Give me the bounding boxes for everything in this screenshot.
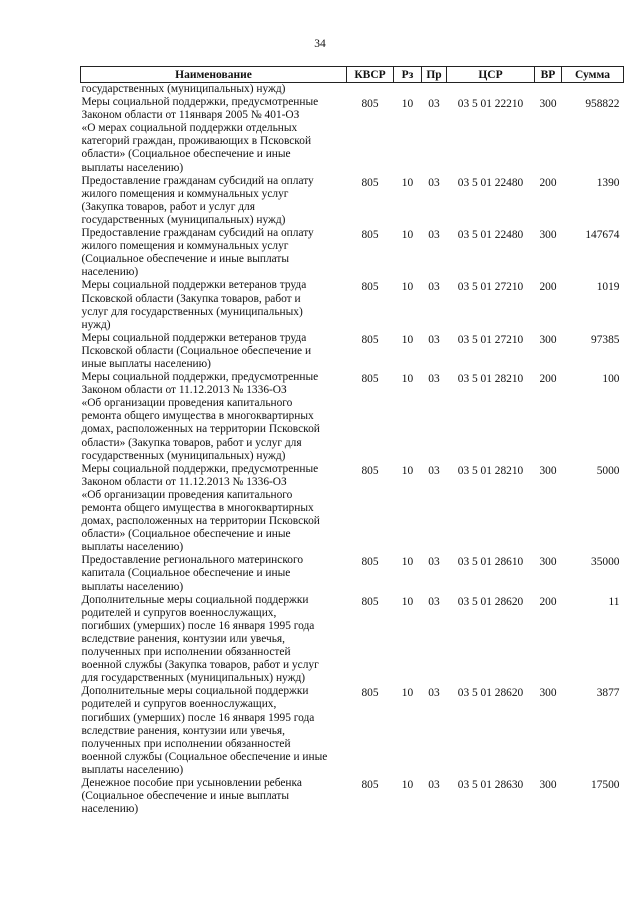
row-csr: 03 5 01 27210 xyxy=(457,281,524,294)
row-name-line: области» (Социальное обеспечение и иные xyxy=(81,148,291,161)
row-pr: 03 xyxy=(428,229,440,242)
row-name-line: Меры социальной поддержки, предусмотренные xyxy=(81,371,319,384)
row-pr: 03 xyxy=(428,778,440,791)
row-kvsr: 805 xyxy=(361,464,379,477)
row-sum: 17500 xyxy=(591,778,620,791)
row-vr: 300 xyxy=(539,464,557,477)
table-row xyxy=(81,371,624,463)
row-name-line: погибших (умерших) после 16 января 1995 года xyxy=(81,711,315,724)
row-name-line: области» (Социальное обеспечение и иные xyxy=(81,528,291,541)
row-name-line: Меры социальной поддержки, предусмотренные xyxy=(81,96,319,109)
row-name-line: Меры социальной поддержки ветеранов труда xyxy=(81,331,307,344)
row-csr: 03 5 01 28620 xyxy=(457,595,524,608)
row-rz: 10 xyxy=(401,333,414,346)
row-name-line: Дополнительные меры социальной поддержки xyxy=(81,685,309,698)
row-name-line: капитала (Социальное обеспечение и иные xyxy=(81,567,291,580)
row-name-line: для государственных (муниципальных) нужд) xyxy=(81,672,306,685)
row-name xyxy=(81,175,347,227)
row-name-line: категорий граждан, проживающих в Псковской xyxy=(81,135,312,148)
row-name-line: иные выплаты населению) xyxy=(81,357,211,370)
budget-table xyxy=(80,66,624,816)
table-row xyxy=(81,175,624,227)
row-name-line: Законом области от 11января 2005 № 401-ОЗ xyxy=(81,109,300,122)
row-sum: 147674 xyxy=(585,229,620,242)
table-header-row xyxy=(81,67,624,83)
row-name-line: Псковской области (Закупка товаров, работ и xyxy=(81,292,301,305)
row-kvsr: 805 xyxy=(361,98,379,111)
continuation-text: государственных (муниципальных) нужд) xyxy=(81,83,286,95)
row-pr: 03 xyxy=(428,373,440,386)
row-name-line: военной службы (Социальное обеспечение и иные xyxy=(81,750,328,763)
row-name xyxy=(81,279,347,331)
header-pr: Пр xyxy=(422,67,447,83)
header-sum: Сумма xyxy=(562,67,624,83)
row-kvsr: 805 xyxy=(361,687,379,700)
table-row xyxy=(81,332,624,371)
row-kvsr: 805 xyxy=(361,281,379,294)
row-name-line: жилого помещения и коммунальных услуг xyxy=(81,187,289,200)
row-kvsr: 805 xyxy=(361,176,379,189)
row-vr: 300 xyxy=(539,778,557,791)
row-rz: 10 xyxy=(401,778,414,791)
row-name-line: жилого помещения и коммунальных услуг xyxy=(81,240,289,253)
row-kvsr: 805 xyxy=(361,373,379,386)
table-row xyxy=(81,594,624,686)
row-sum: 3877 xyxy=(596,687,620,700)
row-pr: 03 xyxy=(428,98,440,111)
row-csr: 03 5 01 28620 xyxy=(457,687,524,700)
row-pr: 03 xyxy=(428,595,440,608)
row-name-line: вследствие ранения, контузии или увечья, xyxy=(81,724,286,737)
row-sum: 11 xyxy=(608,595,620,608)
row-rz: 10 xyxy=(401,98,414,111)
row-vr: 200 xyxy=(539,281,557,294)
row-name-line: полученных при исполнении обязанностей xyxy=(81,737,291,750)
row-vr: 200 xyxy=(539,176,557,189)
row-name-line: военной службы (Закупка товаров, работ и услуг xyxy=(81,659,319,672)
row-kvsr: 805 xyxy=(361,229,379,242)
row-name-line: полученных при исполнении обязанностей xyxy=(81,646,291,659)
row-name-line: населению) xyxy=(81,803,139,816)
row-vr: 200 xyxy=(539,595,557,608)
row-name-line: Законом области от 11.12.2013 № 1336-ОЗ xyxy=(81,384,287,397)
row-pr: 03 xyxy=(428,687,440,700)
row-name-line: населению) xyxy=(81,266,139,279)
table-row xyxy=(81,227,624,279)
row-name-line: услуг для государственных (муниципальных) xyxy=(81,305,303,318)
row-name xyxy=(81,371,347,463)
row-csr: 03 5 01 22480 xyxy=(457,176,524,189)
row-pr: 03 xyxy=(428,176,440,189)
row-name xyxy=(81,777,347,816)
row-name-line: выплаты населению) xyxy=(81,161,184,174)
row-sum: 100 xyxy=(602,373,620,386)
row-name-line: «Об организации проведения капитального xyxy=(81,488,293,501)
row-kvsr: 805 xyxy=(361,778,379,791)
row-rz: 10 xyxy=(401,229,414,242)
row-name-line: домах, расположенных на территории Псковской xyxy=(81,515,320,528)
header-name: Наименование xyxy=(81,67,347,83)
header-rz: Рз xyxy=(394,67,422,83)
row-pr: 03 xyxy=(428,556,440,569)
table-row xyxy=(81,554,624,593)
row-name-line: (Социальное обеспечение и иные выплаты xyxy=(81,790,290,803)
row-kvsr: 805 xyxy=(361,595,379,608)
row-name xyxy=(81,554,347,593)
row-rz: 10 xyxy=(401,556,414,569)
row-rz: 10 xyxy=(401,687,414,700)
table-row xyxy=(81,777,624,816)
row-pr: 03 xyxy=(428,333,440,346)
row-csr: 03 5 01 22480 xyxy=(457,229,524,242)
row-sum: 1019 xyxy=(596,281,620,294)
header-vr: ВР xyxy=(535,67,562,83)
row-vr: 300 xyxy=(539,333,557,346)
row-name-line: (Закупка товаров, работ и услуг для xyxy=(81,200,255,213)
table-body xyxy=(81,83,624,817)
row-name-line: «Об организации проведения капитального xyxy=(81,397,293,410)
row-sum: 958822 xyxy=(585,98,620,111)
row-name-line: Законом области от 11.12.2013 № 1336-ОЗ xyxy=(81,475,287,488)
row-name-line: домах, расположенных на территории Псковской xyxy=(81,423,320,436)
row-name xyxy=(81,227,347,279)
row-vr: 200 xyxy=(539,373,557,386)
row-sum: 5000 xyxy=(596,464,620,477)
header-kvsr: КВСР xyxy=(347,67,394,83)
row-name xyxy=(81,332,347,371)
row-kvsr: 805 xyxy=(361,556,379,569)
row-name-line: выплаты населению) xyxy=(81,763,184,776)
row-name-line: Денежное пособие при усыновлении ребенка xyxy=(81,776,302,789)
row-name-line: родителей и супругов военнослужащих, xyxy=(81,698,277,711)
row-pr: 03 xyxy=(428,464,440,477)
row-csr: 03 5 01 28610 xyxy=(457,556,524,569)
row-rz: 10 xyxy=(401,176,414,189)
row-name-line: Дополнительные меры социальной поддержки xyxy=(81,593,309,606)
row-name-line: вследствие ранения, контузии или увечья, xyxy=(81,632,286,645)
row-name-line: области» (Закупка товаров, работ и услуг для xyxy=(81,436,302,449)
row-csr: 03 5 01 27210 xyxy=(457,333,524,346)
row-name-line: государственных (муниципальных) нужд) xyxy=(81,213,286,226)
row-rz: 10 xyxy=(401,373,414,386)
row-name-line: государственных (муниципальных) нужд) xyxy=(81,449,286,462)
table-row xyxy=(81,463,624,555)
row-name xyxy=(81,463,347,555)
continuation-row xyxy=(81,83,624,97)
row-name xyxy=(81,594,347,686)
header-csr: ЦСР xyxy=(447,67,535,83)
row-csr: 03 5 01 28210 xyxy=(457,464,524,477)
row-name xyxy=(81,96,347,175)
row-rz: 10 xyxy=(401,281,414,294)
row-rz: 10 xyxy=(401,595,414,608)
page-number: 34 xyxy=(314,38,326,50)
table-row xyxy=(81,685,624,777)
row-sum: 97385 xyxy=(591,333,620,346)
row-name-line: (Социальное обеспечение и иные выплаты xyxy=(81,253,290,266)
row-vr: 300 xyxy=(539,229,557,242)
row-sum: 35000 xyxy=(591,556,620,569)
row-name-line: Предоставление гражданам субсидий на оплату xyxy=(81,227,314,240)
row-csr: 03 5 01 28210 xyxy=(457,373,524,386)
row-name-line: ремонта общего имущества в многоквартирных xyxy=(81,502,314,514)
row-csr: 03 5 01 22210 xyxy=(457,98,524,111)
row-name-line: Псковской области (Социальное обеспечение и xyxy=(81,344,312,357)
row-name-line: выплаты населению) xyxy=(81,580,184,593)
row-name-line: родителей и супругов военнослужащих, xyxy=(81,606,277,619)
table-row xyxy=(81,279,624,331)
row-sum: 1390 xyxy=(596,176,620,189)
row-name-line: выплаты населению) xyxy=(81,541,184,554)
row-name-line: нужд) xyxy=(81,318,111,331)
row-name-line: Предоставление гражданам субсидий на оплату xyxy=(81,174,314,187)
table-row xyxy=(81,96,624,175)
row-name xyxy=(81,685,347,777)
row-pr: 03 xyxy=(428,281,440,294)
row-name-line: Предоставление регионального материнского xyxy=(81,554,304,567)
row-name-line: Меры социальной поддержки, предусмотренные xyxy=(81,462,319,475)
row-vr: 300 xyxy=(539,556,557,569)
row-vr: 300 xyxy=(539,687,557,700)
row-name-line: Меры социальной поддержки ветеранов труда xyxy=(81,279,307,292)
row-kvsr: 805 xyxy=(361,333,379,346)
row-csr: 03 5 01 28630 xyxy=(457,778,524,791)
row-name-line: погибших (умерших) после 16 января 1995 года xyxy=(81,619,315,632)
row-vr: 300 xyxy=(539,98,557,111)
row-rz: 10 xyxy=(401,464,414,477)
row-name-line: ремонта общего имущества в многоквартирных xyxy=(81,410,314,423)
row-name-line: «О мерах социальной поддержки отдельных xyxy=(81,122,298,135)
